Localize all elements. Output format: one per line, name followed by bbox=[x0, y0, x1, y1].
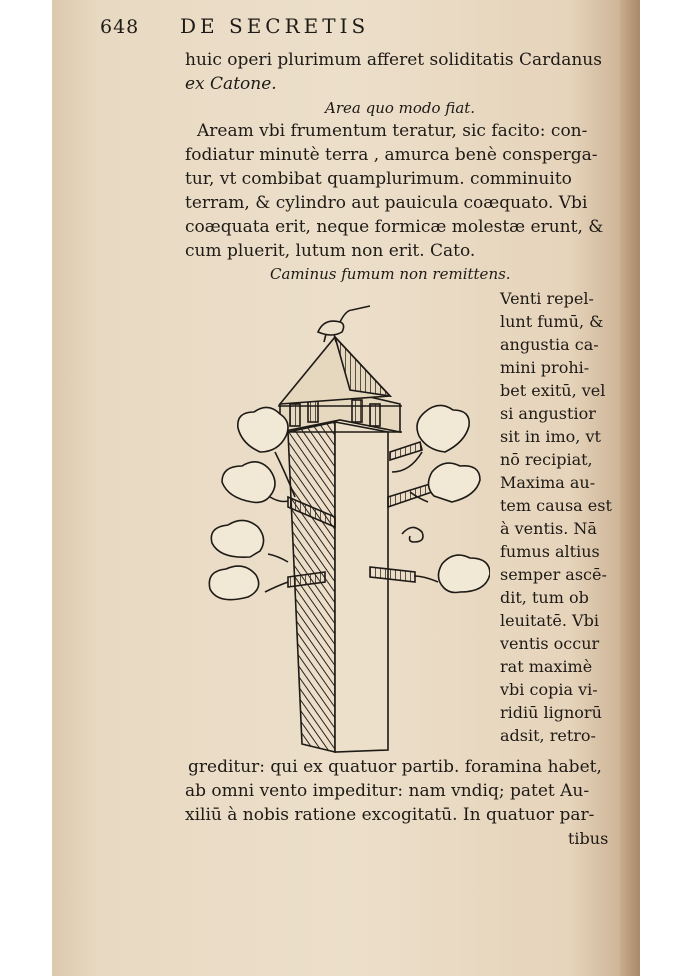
column-line: angustia ca- bbox=[500, 335, 599, 354]
text-line: tur, vt combibat quamplurimum. comminuito bbox=[185, 169, 572, 189]
chimney-woodcut-illustration bbox=[190, 292, 490, 762]
column-line: semper ascē- bbox=[500, 565, 607, 584]
text-line: terram, & cylindro aut pauicula coæquato. Vbi bbox=[185, 193, 588, 213]
page-edge bbox=[620, 0, 640, 976]
text-line: xiliū à nobis ratione excogitatū. In quatuor par- bbox=[185, 805, 595, 825]
text-line: fodiatur minutè terra , amurca benè consperga- bbox=[185, 145, 598, 165]
column-line: bet exitū, vel bbox=[500, 381, 606, 400]
text-line: greditur: qui ex quatuor partib. foramina habet, bbox=[188, 757, 602, 777]
column-line: nō recipiat, bbox=[500, 450, 593, 469]
text-line: cum pluerit, lutum non erit. Cato. bbox=[185, 241, 476, 261]
catchword: tibus bbox=[568, 829, 609, 848]
section-heading-area: Area quo modo fiat. bbox=[325, 99, 476, 117]
column-line: dit, tum ob bbox=[500, 588, 589, 607]
intro-line-1: huic operi plurimum afferet soliditatis Cardanus bbox=[185, 50, 602, 70]
column-line: ridiū lignorū bbox=[500, 703, 602, 722]
column-line: vbi copia vi- bbox=[500, 680, 598, 699]
page-number: 648 bbox=[100, 16, 140, 38]
column-line: leuitatē. Vbi bbox=[500, 611, 599, 630]
column-line: lunt fumū, & bbox=[500, 312, 604, 331]
column-line: fumus altius bbox=[500, 542, 600, 561]
text-line: coæquata erit, neque formicæ molestæ erunt, & bbox=[185, 217, 604, 237]
running-title: DE SECRETIS bbox=[180, 14, 370, 38]
page-header bbox=[100, 14, 370, 38]
column-line: Venti repel- bbox=[500, 289, 594, 308]
column-line: si angustior bbox=[500, 404, 596, 423]
column-line: à ventis. Nā bbox=[500, 519, 597, 538]
column-line: Maxima au- bbox=[500, 473, 596, 492]
column-line: mini prohi- bbox=[500, 358, 590, 377]
text-line: Aream vbi frumentum teratur, sic facito: con- bbox=[197, 121, 588, 141]
column-line: adsit, retro- bbox=[500, 726, 596, 745]
column-line: tem causa est bbox=[500, 496, 612, 515]
column-line: ventis occur bbox=[500, 634, 600, 653]
column-line: rat maximè bbox=[500, 657, 593, 676]
intro-line-2: ex Catone. bbox=[185, 74, 277, 94]
column-line: sit in imo, vt bbox=[500, 427, 601, 446]
section-heading-chimney: Caminus fumum non remittens. bbox=[270, 265, 511, 283]
text-line: ab omni vento impeditur: nam vndiq; patet Au- bbox=[185, 781, 590, 801]
